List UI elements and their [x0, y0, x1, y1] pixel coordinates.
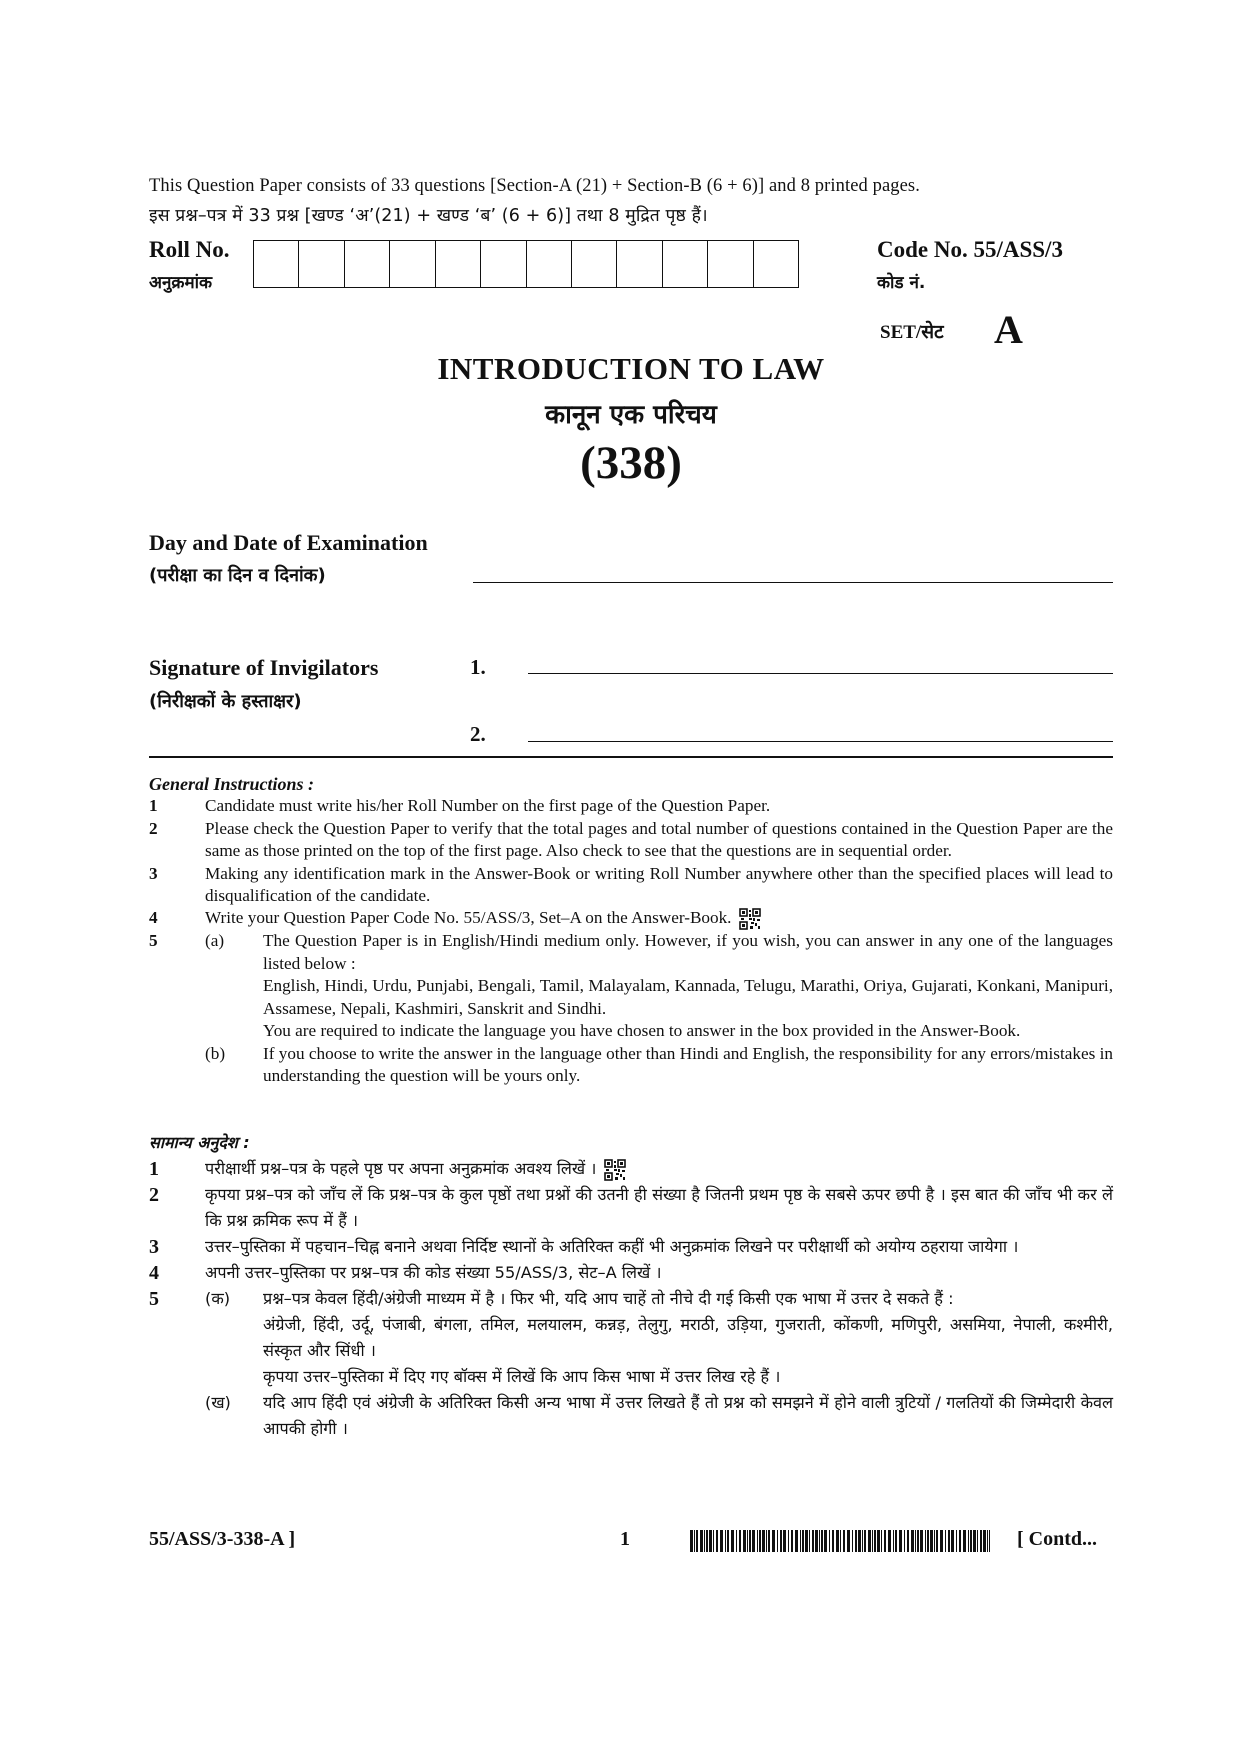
- roll-number-box[interactable]: [436, 241, 481, 287]
- invigilators-label-hindi: (निरीक्षकों के हस्ताक्षर): [149, 691, 302, 712]
- invigilator-number-2: 2.: [470, 722, 486, 746]
- page-number: 1: [620, 1528, 630, 1550]
- roll-number-box[interactable]: [754, 241, 798, 287]
- list-item: 4 Write your Question Paper Code No. 55/ASS/3, Set–A on the Answer-Book.: [149, 907, 1113, 930]
- roll-number-boxes[interactable]: [253, 240, 799, 288]
- subject-title: INTRODUCTION TO LAW: [437, 351, 825, 386]
- header-line-hindi: इस प्रश्न–पत्र में 33 प्रश्न [खण्ड ‘अ’(21) + खण्ड ‘ब’ (6 + 6)] तथा 8 मुद्रित पृष्ठ हैं।: [149, 206, 708, 226]
- roll-number-box[interactable]: [617, 241, 662, 287]
- exam-date-label-hindi: (परीक्षा का दिन व दिनांक): [149, 565, 326, 586]
- list-item: 5 (क) प्रश्न–पत्र केवल हिंदी/अंग्रेजी माध्यम में है । फिर भी, यदि आप चाहें तो नीचे दी गई किसी एक भाषा में उत्तर दे सकते हैं : अंग्रेजी, हिंदी, उर्दू, पंजाबी, बंगला, तमिल, मलयालम, कन्नड़, तेलुगु, मराठी, उड़िया, गुजराती, कोंकणी, मणिपुरी, असमिया, नेपाली, कश्मीरी, संस्कृत और सिंधी । कृपया उत्तर–पुस्तिका में दिए गए बॉक्स में लिखें कि आप किस भाषा में उत्तर लिख रहे हैं ।: [149, 1288, 1113, 1386]
- hindi-instructions-heading: सामान्य अनुदेश :: [149, 1133, 250, 1152]
- barcode-icon: [690, 1530, 990, 1552]
- invigilator-number-1: 1.: [470, 655, 486, 679]
- roll-number-box[interactable]: [708, 241, 753, 287]
- qr-code-icon: [604, 1159, 626, 1181]
- roll-number-box[interactable]: [390, 241, 435, 287]
- exam-date-fill-line[interactable]: [473, 582, 1113, 583]
- invigilator-1-signature-line[interactable]: [528, 673, 1113, 674]
- subject-code: (338): [580, 437, 682, 489]
- list-item: 5 (a) The Question Paper is in English/Hindi medium only. However, if you wish, you can answer in any one of the languages listed below : English, Hindi, Urdu, Punjabi, Bengali, Tamil, Malayalam, Kannada, Telugu, Marathi, Oriya, Gujarati, Konkani, Manipuri, Assamese, Nepali, Kashmiri, Sanskrit and Sindhi. You are required to indicate the language you have chosen to answer in the box provided in the Answer-Book.: [149, 931, 1113, 1041]
- general-instructions-heading: General Instructions :: [149, 774, 315, 794]
- exam-date-label: Day and Date of Examination: [149, 530, 428, 555]
- code-no-label-hindi: कोड नं.: [877, 273, 926, 293]
- code-no-label: Code No. 55/ASS/3: [877, 237, 1063, 262]
- list-item: 1 Candidate must write his/her Roll Number on the first page of the Question Paper.: [149, 796, 771, 816]
- list-item: 4 अपनी उत्तर–पुस्तिका पर प्रश्न–पत्र की कोड संख्या 55/ASS/3, सेट–A लिखें ।: [149, 1262, 662, 1284]
- contd-label: [ Contd...: [1017, 1528, 1098, 1550]
- section-divider: [149, 756, 1113, 758]
- list-item: (ख) यदि आप हिंदी एवं अंग्रेजी के अतिरिक्त किसी अन्य भाषा में उत्तर लिखते हैं तो प्रश्न को समझने में होने वाली त्रुटियों / गलतियों की जिम्मेदारी केवल आपकी होगी ।: [205, 1393, 1113, 1438]
- roll-number-box[interactable]: [572, 241, 617, 287]
- roll-no-label: Roll No.: [149, 237, 230, 262]
- qr-code-icon: [739, 908, 761, 930]
- header-line-english: This Question Paper consists of 33 questions [Section-A (21) + Section-B (6 + 6)] and 8 printed pages.: [149, 176, 920, 196]
- list-item: 1 परीक्षार्थी प्रश्न–पत्र के पहले पृष्ठ पर अपना अनुक्रमांक अवश्य लिखें ।: [149, 1156, 1113, 1182]
- set-value: A: [994, 307, 1023, 352]
- roll-number-box[interactable]: [527, 241, 572, 287]
- roll-no-label-hindi: अनुक्रमांक: [149, 273, 213, 293]
- list-item: (b) If you choose to write the answer in the language other than Hindi and English, the responsibility for any errors/mistakes in understanding the question will be yours only.: [205, 1043, 1113, 1085]
- list-item: 3 Making any identification mark in the Answer-Book or writing Roll Number anywhere other than the specified places will lead to disqualification of the candidate.: [149, 863, 1113, 906]
- set-label: SET/सेट: [880, 322, 944, 343]
- roll-number-box[interactable]: [481, 241, 526, 287]
- hindi-instructions: [149, 1130, 1113, 1442]
- footer-paper-code: 55/ASS/3-338-A ]: [149, 1528, 296, 1550]
- invigilators-label: Signature of Invigilators: [149, 655, 379, 680]
- list-item: 2 कृपया प्रश्न–पत्र को जाँच लें कि प्रश्न–पत्र के कुल पृष्ठों तथा प्रश्नों की उतनी ही संख्या है जितनी प्रथम पृष्ठ के सबसे ऊपर छपी है । इस बात की जाँच भी कर लें कि प्रश्न क्रमिक रूप में हैं ।: [149, 1184, 1113, 1230]
- list-item: 3 उत्तर–पुस्तिका में पहचान–चिह्न बनाने अथवा निर्दिष्ट स्थानों के अतिरिक्त कहीं भी अनुक्रमांक लिखने पर परीक्षार्थी को अयोग्य ठहराया जायेगा ।: [149, 1236, 1019, 1258]
- roll-number-box[interactable]: [254, 241, 299, 287]
- invigilator-2-signature-line[interactable]: [528, 741, 1113, 742]
- subject-title-hindi: कानून एक परिचय: [545, 400, 717, 430]
- list-item: 2 Please check the Question Paper to verify that the total pages and total number of questions contained in the Question Paper are the same as those printed on the top of the first page. Also check to see that the questions are in sequential order.: [149, 818, 1113, 861]
- roll-number-box[interactable]: [299, 241, 344, 287]
- general-instructions: [149, 773, 1113, 1087]
- roll-number-box[interactable]: [345, 241, 390, 287]
- roll-number-box[interactable]: [663, 241, 708, 287]
